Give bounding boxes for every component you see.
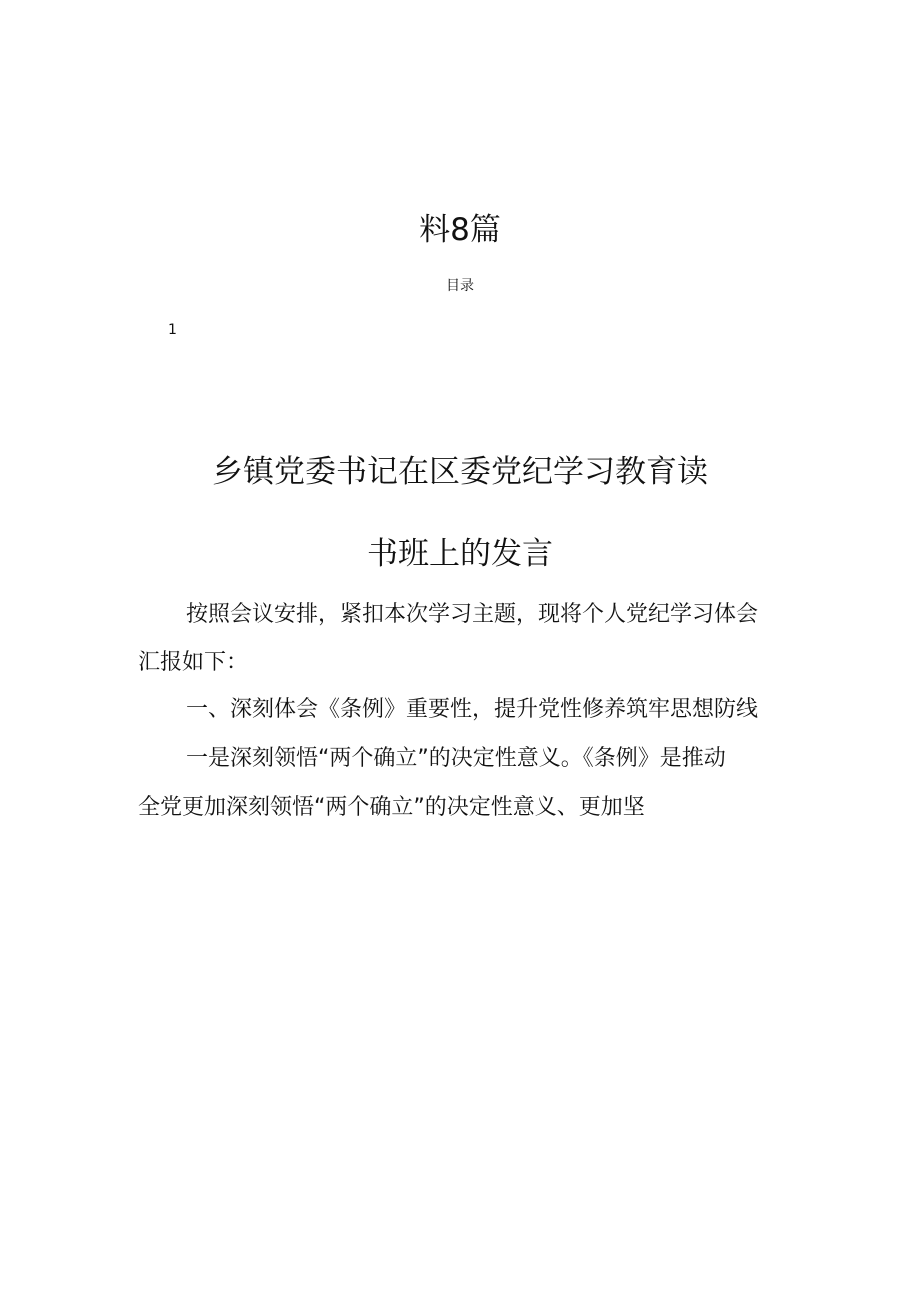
document-heading: 料8篇: [419, 212, 501, 248]
speech-title-line-2: 书班上的发言: [367, 536, 553, 572]
speech-title-line-1: 乡镇党委书记在区委党纪学习教育读: [212, 454, 708, 490]
toc-entry[interactable]: 1: [168, 322, 177, 338]
section-heading-1: 一、深刻体会《条例》重要性，提升党性修养筑牢思想防线: [186, 697, 759, 722]
paragraph-intro-line-2: 汇报如下：: [138, 650, 249, 675]
paragraph-point-1-line-2: 全党更加深刻领悟“两个确立”的决定性意义、更加坚: [138, 795, 645, 820]
paragraph-intro-line-1: 按照会议安排，紧扣本次学习主题，现将个人党纪学习体会: [186, 602, 759, 627]
table-of-contents-label: 目录: [446, 278, 474, 294]
paragraph-point-1-line-1: 一是深刻领悟“两个确立”的决定性意义。《条例》是推动: [186, 746, 726, 771]
